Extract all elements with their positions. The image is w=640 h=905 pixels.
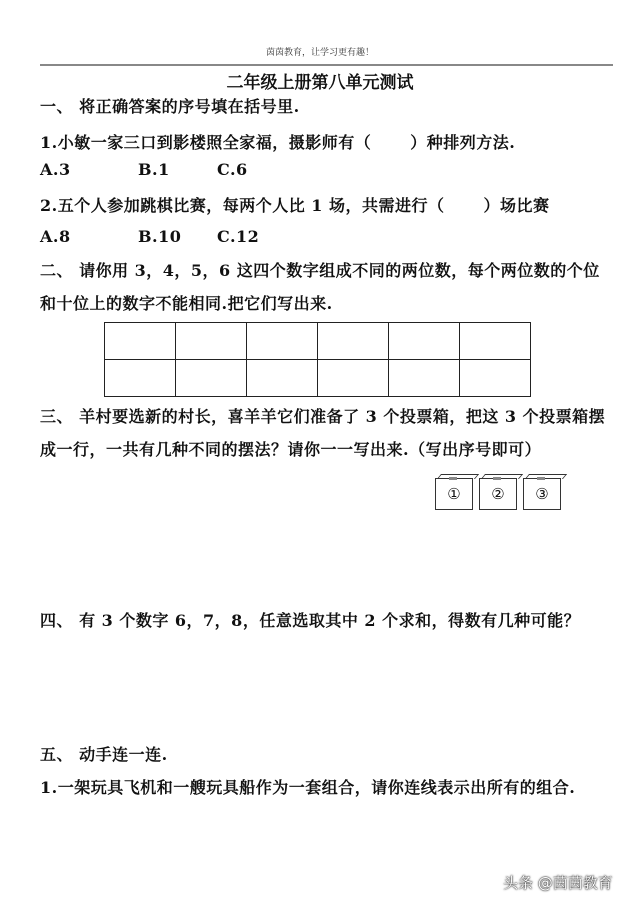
section-3-line-1: 三、 羊村要选新的村长，喜羊羊它们准备了 3 个投票箱，把这 3 个投票箱摆 xyxy=(40,407,606,426)
grid-cell[interactable] xyxy=(176,360,247,397)
grid-cell[interactable] xyxy=(247,323,318,360)
ballot-boxes xyxy=(435,474,561,510)
question-1-2: 2.五个人参加跳棋比赛，每两个人比 1 场，共需进行（ ）场比赛 xyxy=(40,196,550,215)
grid-cell[interactable] xyxy=(389,360,460,397)
ballot-box-1: ① xyxy=(435,478,473,510)
grid-cell[interactable] xyxy=(460,360,531,397)
section-5-heading: 五、 动手连一连. xyxy=(40,745,168,764)
page-header: 茵茵教育，让学习更有趣！ xyxy=(265,48,374,58)
section-4-line-1: 四、 有 3 个数字 6，7，8，任意选取其中 2 个求和，得数有几种可能？ xyxy=(40,611,581,630)
q1-option-c: C.6 xyxy=(217,160,248,179)
grid-cell[interactable] xyxy=(105,360,176,397)
ballot-box-2: ② xyxy=(479,478,517,510)
q2-option-a: A.8 xyxy=(40,227,71,246)
grid-cell[interactable] xyxy=(318,323,389,360)
answer-grid xyxy=(104,322,531,397)
question-1-1: 1.小敏一家三口到影楼照全家福，摄影师有（ ）种排列方法. xyxy=(40,133,516,152)
section-2-line-2: 和十位上的数字不能相同.把它们写出来. xyxy=(40,294,333,313)
section-2-line-1: 二、 请你用 3，4，5，6 这四个数字组成不同的两位数，每个两位数的个位 xyxy=(40,261,600,280)
question-5-1: 1.一架玩具飞机和一艘玩具船作为一套组合，请你连线表示出所有的组合. xyxy=(40,778,576,797)
grid-cell[interactable] xyxy=(318,360,389,397)
page-title: 二年级上册第八单元测试 xyxy=(226,73,414,93)
watermark: 头条 @茵茵教育 xyxy=(503,874,613,892)
section-3-line-2: 成一行，一共有几种不同的摆法？请你一一写出来.（写出序号即可） xyxy=(40,440,542,459)
grid-cell[interactable] xyxy=(105,323,176,360)
header-rule xyxy=(40,64,613,66)
grid-cell[interactable] xyxy=(247,360,318,397)
grid-cell[interactable] xyxy=(389,323,460,360)
q2-option-b: B.10 xyxy=(138,227,182,246)
grid-cell[interactable] xyxy=(176,323,247,360)
grid-cell[interactable] xyxy=(460,323,531,360)
q2-option-c: C.12 xyxy=(217,227,260,246)
q1-option-b: B.1 xyxy=(138,160,170,179)
ballot-box-3: ③ xyxy=(523,478,561,510)
section-1-heading: 一、 将正确答案的序号填在括号里. xyxy=(40,97,300,116)
q1-option-a: A.3 xyxy=(40,160,71,179)
